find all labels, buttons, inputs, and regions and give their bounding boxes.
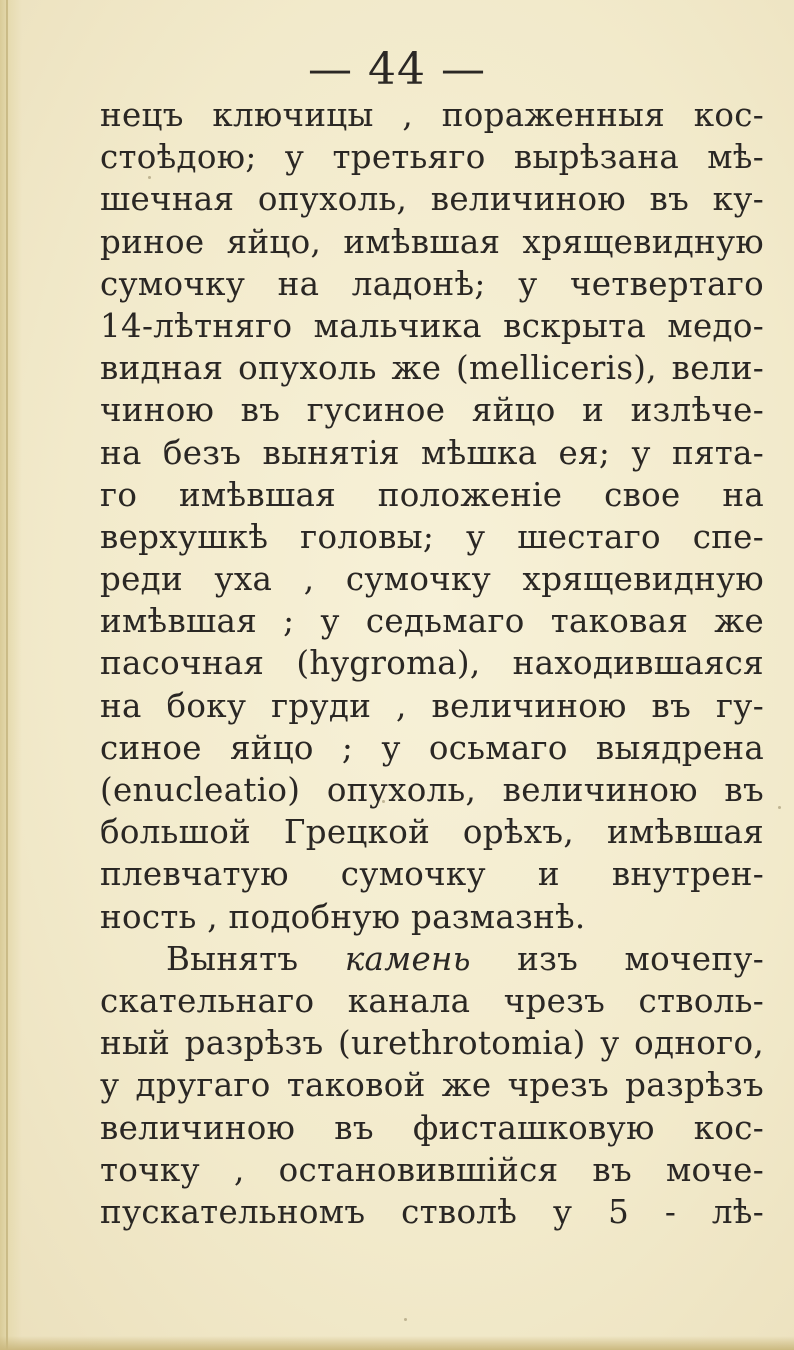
paper-speck (404, 1318, 407, 1321)
page-bottom-edge (0, 1336, 794, 1350)
page-number: — 44 — (308, 44, 486, 95)
page-header (0, 40, 794, 100)
text-line: ность , подобную размазнѣ. (100, 897, 586, 936)
text-line: стоѣдою; у третьяго вырѣзана мѣ- (100, 138, 764, 177)
paragraph-start-rest: изъ мочепу- (470, 939, 764, 978)
body-text (100, 94, 764, 1233)
page-binding-edge (0, 0, 22, 1350)
text-line: пасочная (hygroma), находившаяся (100, 644, 764, 683)
text-line: видная опухоль же (mellіceris), вели- (100, 349, 764, 388)
text-line: на боку груди , величиною въ гу- (100, 686, 764, 725)
text-line: шечная опухоль, величиною въ ку- (100, 180, 764, 219)
text-line: у другаго таковой же чрезъ разрѣзъ (100, 1066, 764, 1105)
text-line: ный разрѣзъ (urethrotomia) у одного, (100, 1024, 764, 1063)
paragraph-start-line (100, 938, 764, 980)
text-line: риное яйцо, имѣвшая хрящевидную (100, 222, 764, 261)
text-line: го имѣвшая положеніе свое на (100, 475, 764, 514)
text-line: 14-лѣтняго мальчика вскрыта медо- (100, 306, 764, 345)
text-line: реди уха , сумочку хрящевидную (100, 560, 764, 599)
text-line: синое яйцо ; у осьмаго выядрена (100, 728, 764, 767)
text-line: величиною въ фисташковую кос- (100, 1108, 764, 1147)
text-line: на безъ вынятія мѣшка ея; у пята- (100, 433, 764, 472)
paragraph-start-text: Вынятъ (166, 939, 345, 978)
text-line: имѣвшая ; у седьмаго таковая же (100, 602, 764, 641)
text-line: чиною въ гусиное яйцо и излѣче- (100, 391, 764, 430)
text-line: плевчатую сумочку и внутрен- (100, 855, 764, 894)
text-line: точку , остановившійся въ моче- (100, 1150, 764, 1189)
emphasis-word: камень (344, 939, 471, 978)
text-line: нецъ ключицы , пораженныя кос- (100, 96, 764, 134)
text-line: скательнаго канала чрезъ стволь- (100, 981, 764, 1020)
text-line: (enucleatio) опухоль, величиною въ (100, 771, 764, 809)
paper-speck (778, 806, 781, 809)
text-line: большой Грецкой орѣхъ, имѣвшая (100, 813, 764, 852)
text-line: пускательномъ стволѣ у 5 - лѣ- (100, 1192, 764, 1231)
text-line: сумочку на ладонѣ; у четвертаго (100, 264, 764, 303)
page-binding-line (6, 0, 8, 1350)
text-line: верхушкѣ головы; у шестаго спе- (100, 517, 764, 556)
